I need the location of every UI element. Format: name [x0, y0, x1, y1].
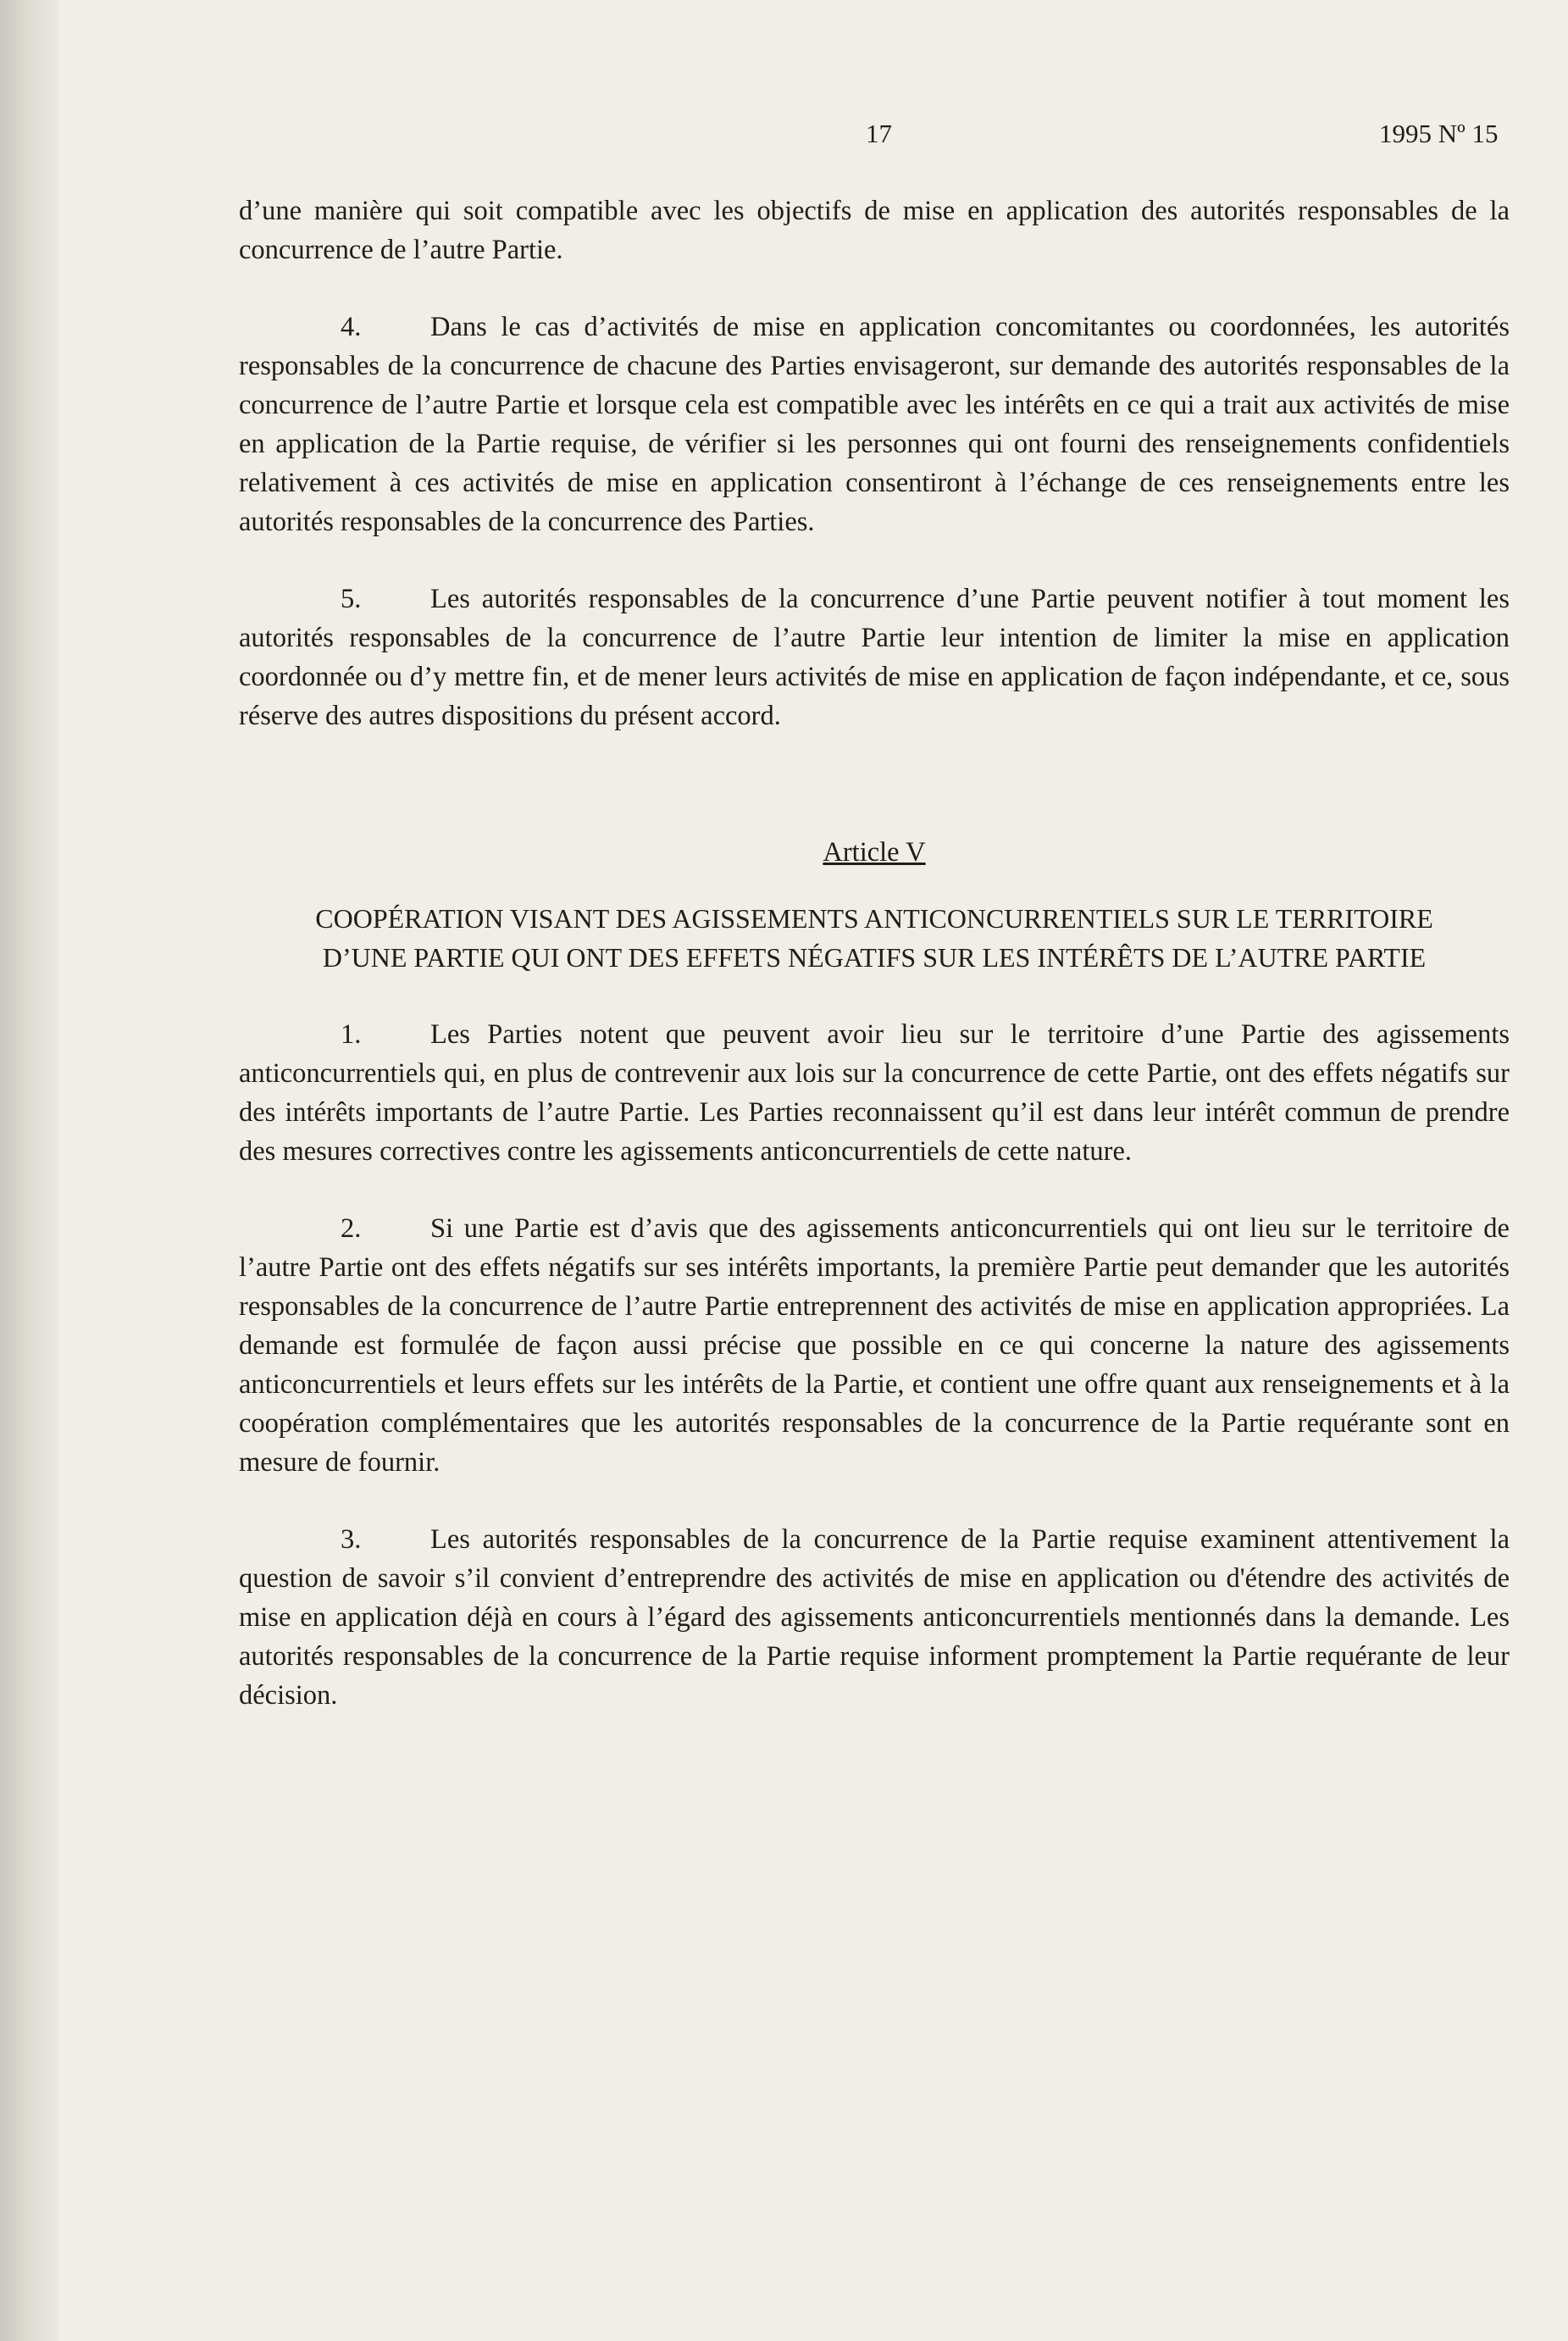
paragraph-text: Dans le cas d’activités de mise en application concomitantes ou coordonnées, les autorités responsables de la concurrence de chacune des Parties envisageront, sur demande des autorités responsables de la concurrence de l’autre Partie et lorsque cela est compatible avec les intérêts en ce qui a trait aux activités de mise en application de la Partie requise, de vérifier si les personnes qui ont fourni des renseignements confidentiels relativement à ces activités de mise en application consentiront à l’échange de ces renseignements entre les autorités responsables de la concurrence des Parties.	[239, 312, 1510, 537]
document-body	[239, 191, 1510, 1753]
page-header	[0, 119, 1568, 156]
paragraph-5	[239, 580, 1510, 735]
paragraph-text: Si une Partie est d’avis que des agissements anticoncurrentiels qui ont lieu sur le territoire de l’autre Partie ont des effets négatifs sur ses intérêts importants, la première Partie peut demander que les autorités responsables de la concurrence de l’autre Partie entreprennent des activités de mise en application appropriées. La demande est formulée de façon aussi précise que possible en ce qui concerne la nature des agissements anticoncurrentiels et leurs effets sur les intérêts de la Partie, et contient une offre quant aux renseignements et à la coopération complémentaires que les autorités responsables de la concurrence de la Partie requérante sont en mesure de fournir.	[239, 1213, 1510, 1478]
article-v-paragraph-2	[239, 1209, 1510, 1482]
page-number: 17	[866, 119, 892, 148]
paragraph-text: Les Parties notent que peuvent avoir lieu sur le territoire d’une Partie des agissements anticoncurrentiels qui, en plus de contrevenir aux lois sur la concurrence de cette Partie, ont des effets négatifs sur des intérêts importants de l’autre Partie. Les Parties reconnaissent qu’il est dans leur intérêt commun de prendre des mesures correctives contre les agissements anticoncurrentiels de cette nature.	[239, 1019, 1510, 1167]
article-v-paragraph-1	[239, 1015, 1510, 1171]
paragraph-number: 2.	[341, 1213, 362, 1244]
article-v-paragraph-3	[239, 1520, 1510, 1715]
paragraph-number: 5.	[341, 584, 362, 614]
paragraph-4	[239, 308, 1510, 541]
binding-shadow	[0, 0, 59, 2341]
treaty-reference: 1995 Nº 15	[1379, 119, 1499, 148]
paragraph-number: 4.	[341, 312, 362, 342]
continuation-paragraph: d’une manière qui soit compatible avec les objectifs de mise en application des autorités responsables de la concurrence de l’autre Partie.	[239, 196, 1510, 265]
paragraph-text: Les autorités responsables de la concurrence de la Partie requise examinent attentivement la question de savoir s’il convient d’entreprendre des activités de mise en application ou d'étendre des activités de mise en application déjà en cours à l’égard des agissements anticoncurrentiels mentionnés dans la demande. Les autorités responsables de la concurrence de la Partie requise informent promptement la Partie requérante de leur décision.	[239, 1524, 1510, 1711]
paragraph-text: Les autorités responsables de la concurrence d’une Partie peuvent notifier à tout moment les autorités responsables de la concurrence de l’autre Partie leur intention de limiter la mise en application coordonnée ou d’y mettre fin, et de mener leurs activités de mise en application de façon indépendante, et ce, sous réserve des autres dispositions du présent accord.	[239, 584, 1510, 731]
article-title: Article V	[823, 837, 926, 868]
paragraph-number: 3.	[341, 1524, 362, 1555]
paragraph-number: 1.	[341, 1019, 362, 1050]
article-heading: COOPÉRATION VISANT DES AGISSEMENTS ANTICONCURRENTIELS SUR LE TERRITOIRE D’UNE PARTIE QUI ONT DES EFFETS NÉGATIFS SUR LES INTÉRÊTS DE L’AUTRE PARTIE	[315, 903, 1433, 973]
